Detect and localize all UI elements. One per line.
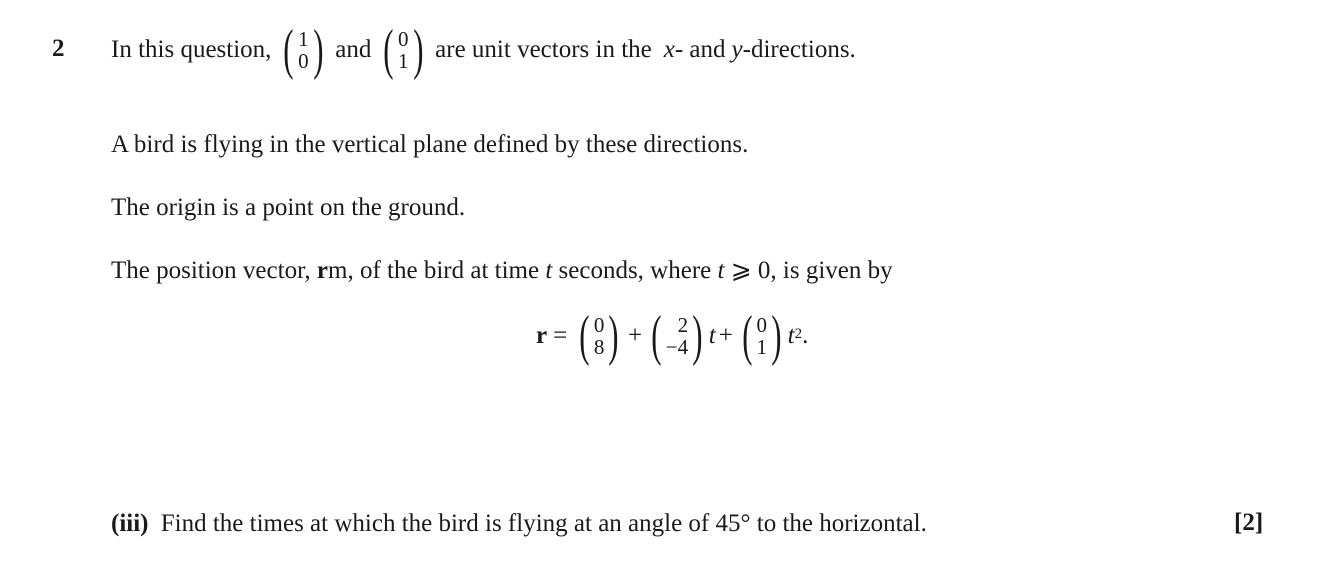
p3-t: t [545,257,553,284]
vector-y-bottom: 1 [398,49,409,73]
question-intro [111,18,856,82]
eq-period: . [802,322,809,349]
part-label: (iii) [111,510,149,537]
left-paren-icon: ( [742,305,753,367]
eq-vector-initial [575,305,623,367]
eq-vector-accel [738,305,786,367]
p3-text-b: m, of the bird at time [328,257,540,284]
p3-t2: t [717,257,725,284]
v2-bottom: −4 [665,335,689,359]
eq-power: 2 [794,325,803,342]
vector-x-bottom: 0 [298,49,309,73]
left-paren-icon: ( [651,305,662,367]
eq-equals: = [553,322,568,349]
unit-vector-y [379,19,427,81]
eq-t1: t [708,322,716,349]
intro-y: y [731,36,743,63]
eq-t2: t [787,322,795,349]
part-iii [111,509,927,539]
intro-before: In this question, [111,36,272,63]
v2-top: 2 [677,313,689,337]
question-number: 2 [52,35,65,62]
intro-and: and [335,36,372,63]
v3-bottom: 1 [756,335,768,359]
paragraph-position-vector [111,256,893,286]
p3-text-d: ⩾ 0, is given by [730,257,893,284]
intro-after-2: - and [674,36,726,63]
vector-y-top: 0 [398,27,409,51]
left-paren-icon: ( [383,19,394,81]
right-paren-icon: ) [771,305,782,367]
intro-after-1: are unit vectors in the [435,36,652,63]
right-paren-icon: ) [608,305,619,367]
intro-x: x [663,36,675,63]
paragraph-plane: A bird is flying in the vertical plane defined by these directions. [111,131,749,158]
v1-bottom: 8 [593,335,605,359]
part-text: Find the times at which the bird is flying at an angle of 45° to the horizontal. [160,510,927,537]
eq-vector-velocity [647,305,707,367]
eq-r: r [536,322,548,349]
paragraph-origin: The origin is a point on the ground. [111,194,466,221]
right-paren-icon: ) [312,19,324,81]
v1-top: 0 [593,313,605,337]
v3-top: 0 [756,313,768,337]
eq-plus-1: + [628,322,643,349]
vector-x-top: 1 [298,27,309,51]
eq-plus-2: + [718,322,733,349]
left-paren-icon: ( [283,19,294,81]
intro-after-3: -directions. [742,36,856,63]
right-paren-icon: ) [692,305,703,367]
unit-vector-x [279,19,327,81]
p3-text-a: The position vector, [111,257,311,284]
p3-text-c: seconds, where [558,257,712,284]
position-equation [536,304,808,368]
marks-badge: [2] [1234,509,1264,536]
left-paren-icon: ( [579,305,590,367]
p3-r: r [316,257,329,284]
right-paren-icon: ) [412,19,423,81]
